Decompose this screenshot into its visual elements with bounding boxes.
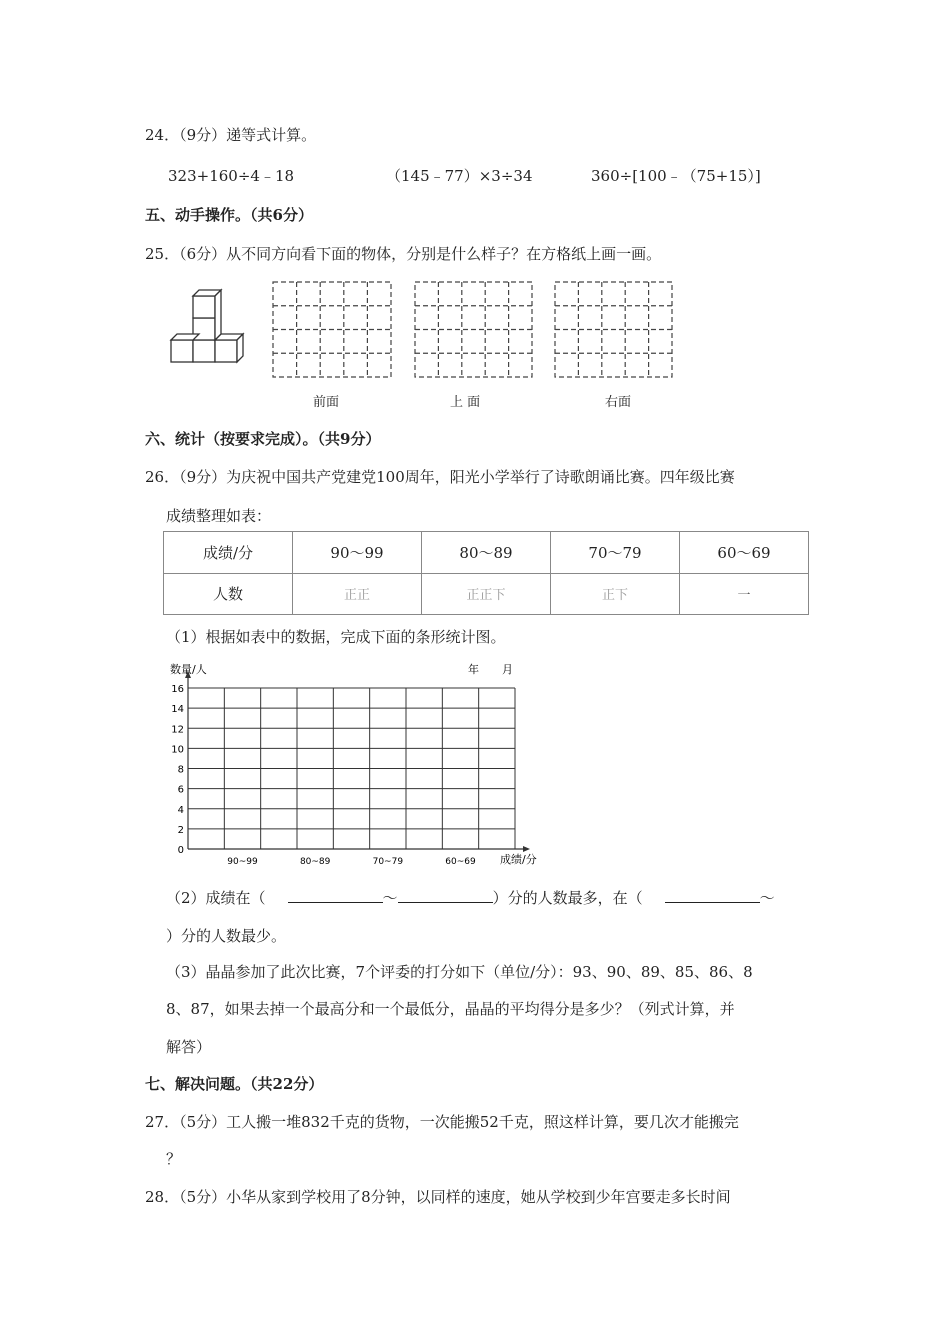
table-header-score: 成绩/分 [164, 532, 293, 574]
x-tick-label: 70~79 [372, 857, 404, 867]
cube-front-bottom-left [171, 340, 193, 362]
q26-sub-2-tilde: ～ [382, 889, 398, 907]
y-tick-label: 12 [171, 724, 184, 736]
y-tick-label: 6 [177, 784, 184, 796]
q26-sub-2-a: （2）成绩在（ [166, 889, 266, 907]
q26-sub-2-line [166, 887, 775, 908]
q26-sub-1: （1）根据如表中的数据，完成下面的条形统计图。 [166, 628, 506, 646]
grid-label-right: 右面 [605, 395, 632, 410]
q25-label: 25．（6分）从不同方向看下面的物体，分别是什么样子？在方格纸上画一画。 [145, 245, 662, 263]
y-tick-label: 10 [171, 744, 184, 756]
table-row [164, 532, 809, 574]
grid-front-view [273, 282, 391, 377]
table-header-count: 人数 [164, 573, 293, 615]
q28-line-1: 28．（5分）小华从家到学校用了8分钟，以同样的速度，她从学校到少年宫要走多长时间 [145, 1188, 731, 1206]
table-row [164, 573, 809, 615]
y-tick-label: 4 [177, 804, 184, 816]
q27-line-1: 27．（5分）工人搬一堆832千克的货物，一次能搬52千克，照这样计算，要几次才能搬完 [145, 1113, 739, 1131]
y-tick-label: 0 [177, 845, 184, 856]
bar-chart [160, 655, 560, 870]
score-table [163, 531, 809, 615]
q27-line-2: ？ [166, 1150, 182, 1168]
y-tick-label: 16 [171, 684, 184, 695]
section-7-heading: 七、解决问题。（共22分） [145, 1075, 324, 1093]
section-5-heading: 五、动手操作。（共6分） [145, 206, 313, 224]
table-cell-tally: 正正 [293, 573, 422, 615]
q26-sub-3-line-3: 解答） [166, 1038, 212, 1056]
chart-x-label: 成绩/分 [500, 853, 537, 866]
chart-x-ticks [227, 857, 476, 867]
answer-blank[interactable] [398, 888, 493, 903]
q26-sub-3-line-1: （3）晶晶参加了此次比赛，7个评委的打分如下（单位/分）：93、90、89、85、86、8 [166, 963, 753, 981]
chart-grid [185, 671, 530, 852]
table-cell-tally: 正下 [551, 573, 680, 615]
cube-front-bottom-middle [193, 340, 215, 362]
q26-line-1: 26．（9分）为庆祝中国共产党建党100周年，阳光小学举行了诗歌朗诵比赛。四年级比赛 [145, 468, 735, 486]
grid-top-view [415, 282, 532, 377]
grid-label-front: 前面 [313, 395, 340, 410]
x-axis-arrow [523, 846, 530, 852]
q24-expression-3: 360÷[100﹣（75+15）] [591, 167, 761, 185]
chart-header-month: 月 [502, 663, 513, 676]
drawing-grids [270, 280, 675, 380]
table-cell-range: 80～89 [422, 532, 551, 574]
section-6-heading: 六、统计（按要求完成）。（共9分） [145, 430, 381, 448]
q24-expression-1: 323+160÷4﹣18 [168, 167, 295, 185]
grid-right-view [555, 282, 672, 377]
y-tick-label: 2 [177, 824, 184, 836]
table-cell-tally: 一 [680, 573, 809, 615]
q24-expression-2: （145﹣77）×3÷34 [386, 167, 533, 185]
table-cell-tally: 正正下 [422, 573, 551, 615]
chart-y-label: 数量/人 [170, 663, 207, 676]
chart-y-ticks [171, 684, 184, 856]
x-tick-label: 80~89 [299, 857, 331, 867]
table-cell-range: 90～99 [293, 532, 422, 574]
q26-sub-3-line-2: 8、87，如果去掉一个最高分和一个最低分，晶晶的平均得分是多少？（列式计算，并 [166, 1000, 735, 1018]
answer-blank[interactable] [665, 888, 760, 903]
x-tick-label: 90~99 [227, 857, 258, 867]
y-tick-label: 14 [171, 704, 184, 716]
q24-label: 24．（9分）递等式计算。 [145, 126, 317, 144]
q26-sub-2-c: ）分的人数最少。 [166, 927, 287, 945]
cube-front-top [193, 296, 215, 318]
table-cell-range: 70～79 [551, 532, 680, 574]
grid-label-top: 上 面 [450, 395, 481, 410]
answer-blank[interactable] [288, 888, 383, 903]
y-tick-label: 8 [177, 764, 184, 776]
chart-header-year: 年 [468, 663, 479, 676]
q26-line-2: 成绩整理如表： [166, 507, 272, 525]
q26-sub-2-b: ）分的人数最多，在（ [492, 889, 643, 907]
table-cell-range: 60～69 [680, 532, 809, 574]
x-tick-label: 60~69 [445, 857, 476, 867]
cube-stack-figure [165, 288, 245, 368]
cube-front-bottom-right [215, 340, 237, 362]
q26-sub-2-tilde: ～ [759, 889, 775, 907]
